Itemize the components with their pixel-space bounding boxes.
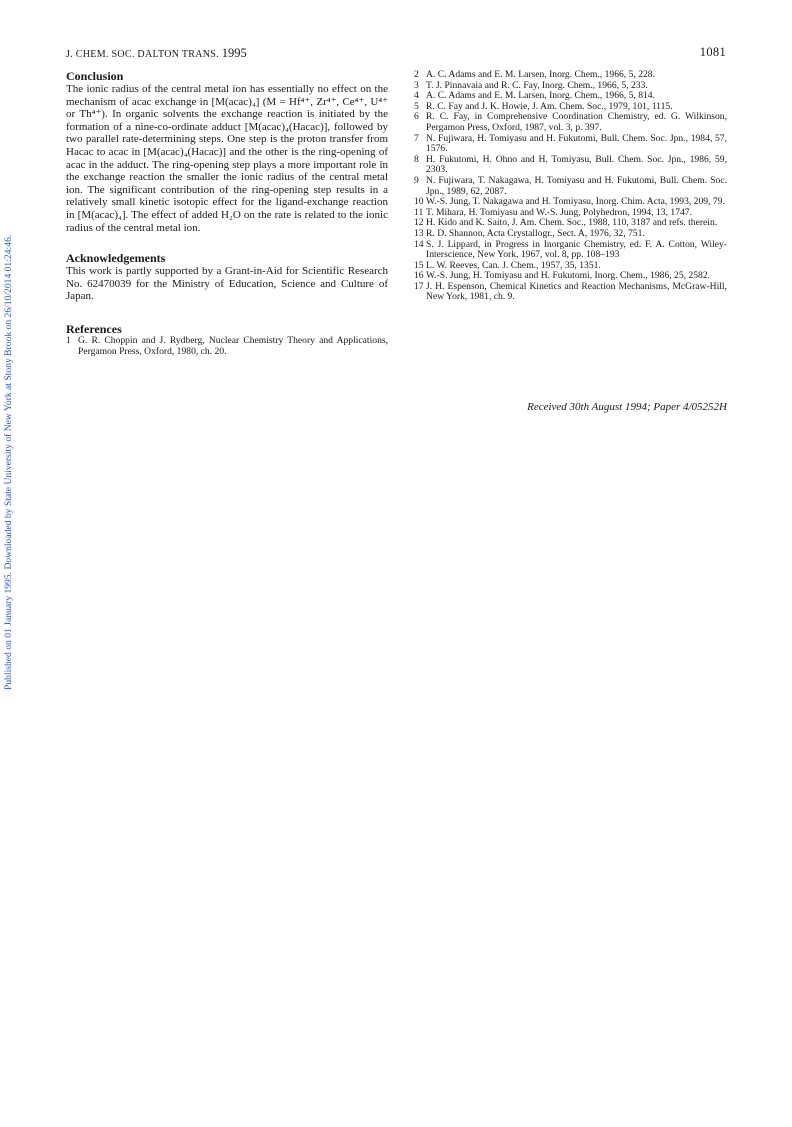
left-column <box>66 70 388 357</box>
reference-item: 12 H. Kido and K. Saito, J. Am. Chem. Soc., 1988, 110, 3187 and refs. therein. <box>414 217 718 229</box>
running-header <box>66 45 726 61</box>
journal-year: 1995 <box>221 46 247 60</box>
acknowledgements-text: This work is partly supported by a Grant-in-Aid for Scientific Research No. 62470039 for the Ministry of Education, Science and Culture of Japan. <box>66 265 388 303</box>
reference-item: 2 A. C. Adams and E. M. Larsen, Inorg. Chem., 1966, 5, 228. <box>414 69 655 80</box>
page-number: 1081 <box>699 45 726 59</box>
reference-list-right <box>414 70 727 303</box>
reference-list-left <box>66 336 388 357</box>
download-stamp: Published on 01 January 1995. Downloaded by State University of New York at Stony Brook on 26/10/2014 01:24:46. <box>3 234 14 690</box>
reference-item: 15 L. W. Reeves, Can. J. Chem., 1957, 35, 1351. <box>414 259 601 271</box>
journal-name: J. CHEM. SOC. DALTON TRANS. 1995 <box>66 46 247 60</box>
conclusion-text: The ionic radius of the central metal ion has essentially no effect on the mechanism of acac exchange in [M(acac)₄] (M = Hf⁴⁺, Zr⁴⁺, Ce⁴⁺, U⁴⁺ or Th⁴⁺). In organic solvents the exchange reaction is initiated by the formation of a nine-co-ordinate adduct [M(acac)₄(Hacac)], followed by two parallel rate-determining steps. One step is the proton transfer from Hacac to acac in [M(acac)₄(Hacac)] and the other is the ring-opening of acac in the adduct. The ring-opening step plays a more important role in the exchange reaction the smaller the ionic radius of the central metal ion. The significant contribution of the ring-opening step results in a relatively small kinetic isotopic effect for the ligand-exchange reaction in [M(acac)₄]. The effect of added H₂O on the rate is related to the ionic radius of the central metal ion. <box>66 83 388 234</box>
reference-item: 13 R. D. Shannon, Acta Crystallogr., Sect. A, 1976, 32, 751. <box>414 227 645 239</box>
acknowledgements-heading: Acknowledgements <box>66 251 166 266</box>
reference-item: 14 S. J. Lippard, in Progress in Inorganic Chemistry, ed. F. A. Cotton, Wiley-Interscience, New York, 1967, vol. 8, pp. 108–193 <box>414 238 727 261</box>
reference-item: 17 J. H. Espenson, Chemical Kinetics and Reaction Mechanisms, McGraw-Hill, New York, 1981, ch. 9. <box>414 280 727 303</box>
reference-item: 4 A. C. Adams and E. M. Larsen, Inorg. Chem., 1966, 5, 814. <box>414 90 655 102</box>
reference-item: 7 N. Fujiwara, H. Tomiyasu and H. Fukutomi, Bull. Chem. Soc. Jpn., 1984, 57, 1576. <box>414 132 727 155</box>
reference-item: 11 T. Mihara, H. Tomiyasu and W.-S. Jung, Polyhedron, 1994, 13, 1747. <box>414 206 692 218</box>
reference-item: 16 W.-S. Jung, H. Tomiyasu and H. Fukutomi, Inorg. Chem., 1986, 25, 2582. <box>414 270 711 282</box>
received-note: Received 30th August 1994; Paper 4/05252H <box>527 401 727 413</box>
reference-item: 6 R. C. Fay, in Comprehensive Coordination Chemistry, ed. G. Wilkinson, Pergamon Press, Oxford, 1987, vol. 3, p. 397. <box>414 111 727 133</box>
conclusion-heading: Conclusion <box>66 69 124 83</box>
reference-item: 5 R. C. Fay and J. K. Howie, J. Am. Chem. Soc., 1979, 101, 1115. <box>414 100 673 112</box>
reference-item: 9 N. Fujiwara, T. Nakagawa, H. Tomiyasu and H. Fukutomi, Bull. Chem. Soc. Jpn., 1989, 62, 2087. <box>414 174 727 197</box>
reference-item: 1 G. R. Choppin and J. Rydberg, Nuclear Chemistry Theory and Applications, Pergamon Press, Oxford, 1980, ch. 20. <box>66 334 388 357</box>
reference-item: 3 T. J. Pinnavaia and R. C. Fay, Inorg. Chem., 1966, 5, 233. <box>414 79 648 91</box>
right-column <box>414 70 727 303</box>
reference-item: 10 W.-S. Jung, T. Nakagawa and H. Tomiyasu, Inorg. Chim. Acta, 1993, 209, 79. <box>414 196 725 208</box>
reference-item: 8 H. Fukutomi, H. Ohno and H. Tomiyasu, Bull. Chem. Soc. Jpn., 1986, 59, 2303. <box>414 153 727 176</box>
references-heading: References <box>66 321 122 336</box>
